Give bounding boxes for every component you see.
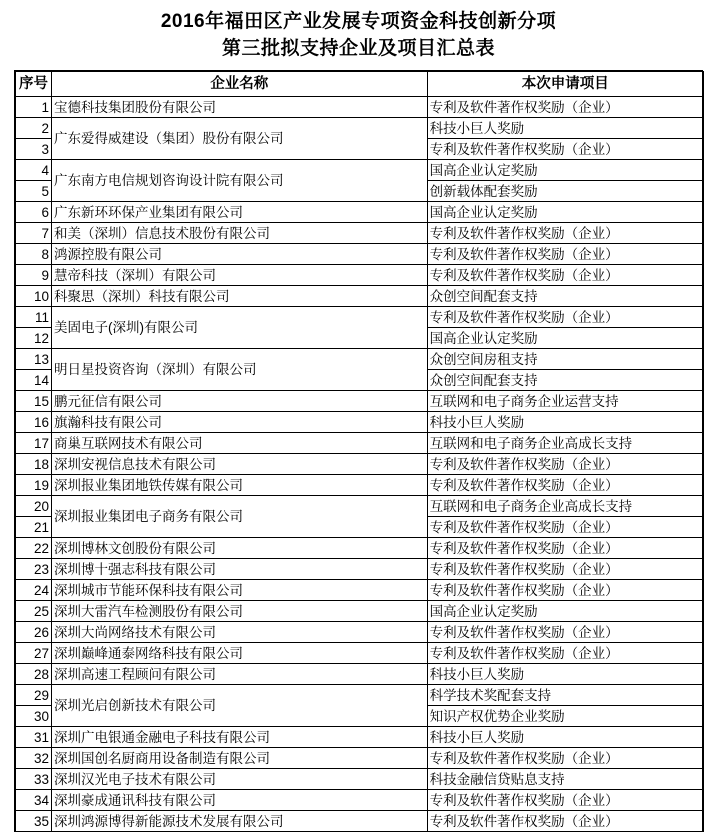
table-row xyxy=(16,244,704,265)
cell-project: 互联网和电子商务企业高成长支持 xyxy=(427,433,703,454)
column-header-company: 企业名称 xyxy=(52,72,428,97)
cell-project: 专利及软件著作权奖励（企业） xyxy=(427,580,703,601)
cell-company-name: 深圳国创名厨商用设备制造有限公司 xyxy=(52,748,428,769)
table-row xyxy=(16,664,704,685)
table-row xyxy=(16,685,704,706)
column-header-seq: 序号 xyxy=(16,72,52,97)
cell-project: 互联网和电子商务企业高成长支持 xyxy=(427,496,703,517)
cell-project: 众创空间房租支持 xyxy=(427,349,703,370)
cell-seq: 17 xyxy=(16,433,52,454)
cell-project: 专利及软件著作权奖励（企业） xyxy=(427,307,703,328)
cell-project: 专利及软件著作权奖励（企业） xyxy=(427,622,703,643)
cell-company-name: 和美（深圳）信息技术股份有限公司 xyxy=(52,223,428,244)
table-row xyxy=(16,748,704,769)
cell-company-name: 广东爱得威建设（集团）股份有限公司 xyxy=(52,118,428,160)
cell-company-name: 深圳博十强志科技有限公司 xyxy=(52,559,428,580)
table-header xyxy=(16,72,704,97)
cell-company-name: 科聚思（深圳）科技有限公司 xyxy=(52,286,428,307)
cell-seq: 10 xyxy=(16,286,52,307)
cell-seq: 31 xyxy=(16,727,52,748)
cell-project: 国高企业认定奖励 xyxy=(427,202,703,223)
cell-seq: 25 xyxy=(16,601,52,622)
table-row xyxy=(16,601,704,622)
cell-company-name: 宝德科技集团股份有限公司 xyxy=(52,97,428,118)
cell-project: 科学技术奖配套支持 xyxy=(427,685,703,706)
cell-project: 众创空间配套支持 xyxy=(427,370,703,391)
table-row xyxy=(16,769,704,790)
cell-seq: 1 xyxy=(16,97,52,118)
cell-project: 专利及软件著作权奖励（企业） xyxy=(427,811,703,832)
cell-seq: 6 xyxy=(16,202,52,223)
cell-company-name: 深圳安视信息技术有限公司 xyxy=(52,454,428,475)
cell-company-name: 深圳大雷汽车检测股份有限公司 xyxy=(52,601,428,622)
table-row xyxy=(16,265,704,286)
cell-project: 国高企业认定奖励 xyxy=(427,328,703,349)
table-row xyxy=(16,286,704,307)
page-title xyxy=(0,0,717,62)
cell-project: 专利及软件著作权奖励（企业） xyxy=(427,454,703,475)
cell-seq: 24 xyxy=(16,580,52,601)
cell-seq: 22 xyxy=(16,538,52,559)
cell-seq: 28 xyxy=(16,664,52,685)
table-row xyxy=(16,559,704,580)
table-row xyxy=(16,202,704,223)
cell-seq: 9 xyxy=(16,265,52,286)
cell-seq: 33 xyxy=(16,769,52,790)
table-row xyxy=(16,97,704,118)
cell-seq: 12 xyxy=(16,328,52,349)
cell-company-name: 深圳博林文创股份有限公司 xyxy=(52,538,428,559)
table-row xyxy=(16,349,704,370)
cell-company-name: 深圳高速工程顾问有限公司 xyxy=(52,664,428,685)
table-row xyxy=(16,538,704,559)
cell-company-name: 慧帝科技（深圳）有限公司 xyxy=(52,265,428,286)
summary-table-container xyxy=(14,70,703,832)
cell-project: 科技金融信贷贴息支持 xyxy=(427,769,703,790)
cell-seq: 27 xyxy=(16,643,52,664)
cell-seq: 21 xyxy=(16,517,52,538)
table-row xyxy=(16,307,704,328)
cell-project: 科技小巨人奖励 xyxy=(427,664,703,685)
cell-project: 专利及软件著作权奖励（企业） xyxy=(427,244,703,265)
cell-project: 国高企业认定奖励 xyxy=(427,160,703,181)
cell-project: 专利及软件著作权奖励（企业） xyxy=(427,748,703,769)
cell-seq: 20 xyxy=(16,496,52,517)
cell-project: 创新载体配套奖励 xyxy=(427,181,703,202)
cell-project: 知识产权优势企业奖励 xyxy=(427,706,703,727)
cell-seq: 32 xyxy=(16,748,52,769)
cell-seq: 34 xyxy=(16,790,52,811)
cell-company-name: 广东新环环保产业集团有限公司 xyxy=(52,202,428,223)
cell-company-name: 深圳广电银通金融电子科技有限公司 xyxy=(52,727,428,748)
cell-project: 互联网和电子商务企业运营支持 xyxy=(427,391,703,412)
table-row xyxy=(16,580,704,601)
table-row xyxy=(16,727,704,748)
cell-seq: 29 xyxy=(16,685,52,706)
table-row xyxy=(16,391,704,412)
cell-seq: 4 xyxy=(16,160,52,181)
cell-project: 专利及软件著作权奖励（企业） xyxy=(427,97,703,118)
cell-seq: 30 xyxy=(16,706,52,727)
cell-project: 科技小巨人奖励 xyxy=(427,412,703,433)
cell-project: 专利及软件著作权奖励（企业） xyxy=(427,475,703,496)
table-body xyxy=(16,97,704,832)
title-line-2: 第三批拟支持企业及项目汇总表 xyxy=(221,38,495,59)
table-row xyxy=(16,811,704,832)
table-row xyxy=(16,454,704,475)
cell-seq: 8 xyxy=(16,244,52,265)
cell-seq: 19 xyxy=(16,475,52,496)
column-header-project: 本次申请项目 xyxy=(427,72,703,97)
cell-project: 专利及软件著作权奖励（企业） xyxy=(427,559,703,580)
cell-company-name: 鹏元征信有限公司 xyxy=(52,391,428,412)
cell-company-name: 深圳大尚网络技术有限公司 xyxy=(52,622,428,643)
cell-company-name: 旗瀚科技有限公司 xyxy=(52,412,428,433)
cell-company-name: 深圳豪成通讯科技有限公司 xyxy=(52,790,428,811)
summary-table xyxy=(15,71,704,832)
cell-seq: 13 xyxy=(16,349,52,370)
cell-company-name: 深圳巅峰通泰网络科技有限公司 xyxy=(52,643,428,664)
cell-project: 专利及软件著作权奖励（企业） xyxy=(427,790,703,811)
cell-company-name: 深圳光启创新技术有限公司 xyxy=(52,685,428,727)
cell-project: 专利及软件著作权奖励（企业） xyxy=(427,517,703,538)
table-row xyxy=(16,160,704,181)
cell-seq: 16 xyxy=(16,412,52,433)
cell-company-name: 商巢互联网技术有限公司 xyxy=(52,433,428,454)
cell-company-name: 美固电子(深圳)有限公司 xyxy=(52,307,428,349)
cell-seq: 5 xyxy=(16,181,52,202)
cell-seq: 35 xyxy=(16,811,52,832)
cell-project: 众创空间配套支持 xyxy=(427,286,703,307)
cell-company-name: 深圳报业集团电子商务有限公司 xyxy=(52,496,428,538)
cell-company-name: 深圳城市节能环保科技有限公司 xyxy=(52,580,428,601)
cell-project: 科技小巨人奖励 xyxy=(427,727,703,748)
cell-company-name: 深圳汉光电子技术有限公司 xyxy=(52,769,428,790)
table-row xyxy=(16,223,704,244)
cell-project: 专利及软件著作权奖励（企业） xyxy=(427,538,703,559)
cell-project: 国高企业认定奖励 xyxy=(427,601,703,622)
table-row xyxy=(16,496,704,517)
table-row xyxy=(16,475,704,496)
cell-company-name: 深圳报业集团地铁传媒有限公司 xyxy=(52,475,428,496)
cell-seq: 11 xyxy=(16,307,52,328)
cell-project: 科技小巨人奖励 xyxy=(427,118,703,139)
cell-seq: 3 xyxy=(16,139,52,160)
table-row xyxy=(16,622,704,643)
table-row xyxy=(16,790,704,811)
title-line-1: 2016年福田区产业发展专项资金科技创新分项 xyxy=(160,11,557,32)
cell-project: 专利及软件著作权奖励（企业） xyxy=(427,223,703,244)
cell-company-name: 鸿源控股有限公司 xyxy=(52,244,428,265)
cell-seq: 23 xyxy=(16,559,52,580)
cell-seq: 15 xyxy=(16,391,52,412)
table-row xyxy=(16,412,704,433)
cell-project: 专利及软件著作权奖励（企业） xyxy=(427,643,703,664)
cell-seq: 2 xyxy=(16,118,52,139)
cell-seq: 14 xyxy=(16,370,52,391)
cell-project: 专利及软件著作权奖励（企业） xyxy=(427,139,703,160)
cell-company-name: 广东南方电信规划咨询设计院有限公司 xyxy=(52,160,428,202)
table-row xyxy=(16,118,704,139)
table-row xyxy=(16,643,704,664)
table-row xyxy=(16,433,704,454)
table-header-row xyxy=(16,72,704,97)
cell-seq: 18 xyxy=(16,454,52,475)
cell-project: 专利及软件著作权奖励（企业） xyxy=(427,265,703,286)
cell-company-name: 明日星投资咨询（深圳）有限公司 xyxy=(52,349,428,391)
cell-company-name: 深圳鸿源博得新能源技术发展有限公司 xyxy=(52,811,428,832)
cell-seq: 26 xyxy=(16,622,52,643)
cell-seq: 7 xyxy=(16,223,52,244)
